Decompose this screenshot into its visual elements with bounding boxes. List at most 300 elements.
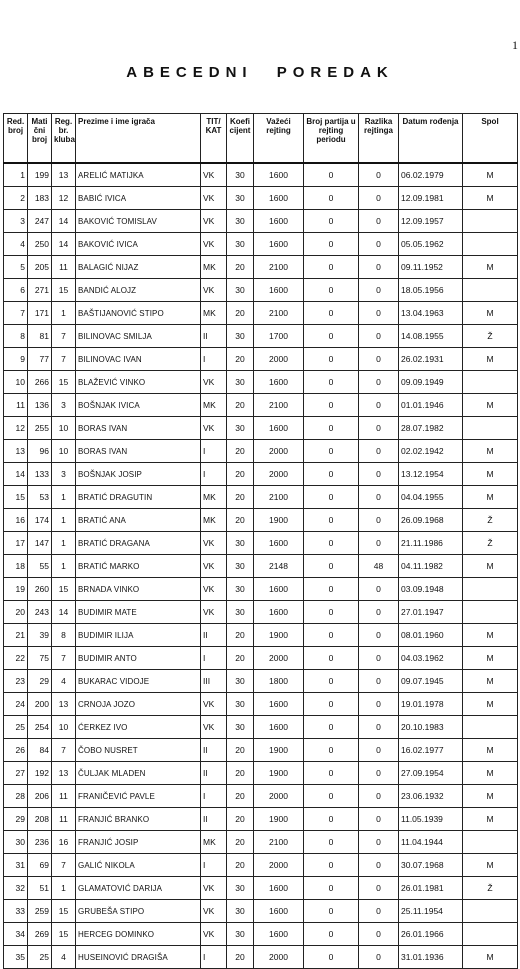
cell-reg-br-kluba: 1	[52, 302, 76, 325]
cell-player-name: HERCEG DOMINKO	[76, 923, 201, 946]
cell-player-name: GLAMATOVIĆ DARIJA	[76, 877, 201, 900]
table-row	[4, 716, 518, 739]
cell-reg-br-kluba: 10	[52, 716, 76, 739]
cell-red-broj: 18	[4, 555, 28, 578]
cell-rejting: 2000	[254, 946, 304, 969]
cell-red-broj: 31	[4, 854, 28, 877]
cell-reg-br-kluba: 15	[52, 371, 76, 394]
cell-datum: 13.12.1954	[399, 463, 463, 486]
table-row	[4, 808, 518, 831]
cell-rejting: 1700	[254, 325, 304, 348]
cell-tit-kat: II	[201, 762, 227, 785]
cell-datum: 18.05.1956	[399, 279, 463, 302]
cell-spol: M	[463, 394, 518, 417]
cell-broj-partija: 0	[304, 578, 359, 601]
cell-rejting: 1900	[254, 739, 304, 762]
cell-datum: 09.11.1952	[399, 256, 463, 279]
cell-rejting: 2100	[254, 394, 304, 417]
cell-spol	[463, 716, 518, 739]
cell-razlika: 0	[359, 463, 399, 486]
cell-player-name: BUDIMIR ILIJA	[76, 624, 201, 647]
cell-datum: 13.04.1963	[399, 302, 463, 325]
cell-broj-partija: 0	[304, 647, 359, 670]
cell-datum: 09.07.1945	[399, 670, 463, 693]
cell-razlika: 0	[359, 624, 399, 647]
cell-reg-br-kluba: 10	[52, 440, 76, 463]
header-maticni-broj: Mati čni broj	[28, 114, 52, 164]
cell-maticni-broj: 69	[28, 854, 52, 877]
cell-player-name: BILINOVAC IVAN	[76, 348, 201, 371]
header-reg-br-kluba: Reg. br. kluba	[52, 114, 76, 164]
cell-reg-br-kluba: 7	[52, 647, 76, 670]
cell-player-name: BOŠNJAK JOSIP	[76, 463, 201, 486]
cell-tit-kat: I	[201, 348, 227, 371]
table-row	[4, 371, 518, 394]
table-row	[4, 325, 518, 348]
cell-datum: 02.02.1942	[399, 440, 463, 463]
cell-player-name: ČULJAK MLADEN	[76, 762, 201, 785]
cell-tit-kat: II	[201, 624, 227, 647]
cell-red-broj: 2	[4, 187, 28, 210]
header-prezime-ime: Prezime i ime igrača	[76, 114, 201, 164]
cell-razlika: 0	[359, 647, 399, 670]
cell-rejting: 2000	[254, 463, 304, 486]
cell-reg-br-kluba: 7	[52, 854, 76, 877]
cell-koeficijent: 30	[227, 555, 254, 578]
cell-rejting: 2100	[254, 256, 304, 279]
cell-spol: Ž	[463, 877, 518, 900]
table-row	[4, 578, 518, 601]
cell-spol	[463, 601, 518, 624]
table-row	[4, 187, 518, 210]
cell-player-name: BUDIMIR MATE	[76, 601, 201, 624]
cell-red-broj: 8	[4, 325, 28, 348]
cell-rejting: 1600	[254, 877, 304, 900]
cell-rejting: 1600	[254, 578, 304, 601]
cell-datum: 11.05.1939	[399, 808, 463, 831]
cell-reg-br-kluba: 12	[52, 187, 76, 210]
cell-spol: M	[463, 440, 518, 463]
cell-tit-kat: I	[201, 785, 227, 808]
cell-broj-partija: 0	[304, 785, 359, 808]
cell-broj-partija: 0	[304, 440, 359, 463]
cell-broj-partija: 0	[304, 210, 359, 233]
cell-player-name: ČOBO NUSRET	[76, 739, 201, 762]
cell-spol: M	[463, 739, 518, 762]
cell-broj-partija: 0	[304, 187, 359, 210]
cell-maticni-broj: 39	[28, 624, 52, 647]
cell-maticni-broj: 53	[28, 486, 52, 509]
cell-broj-partija: 0	[304, 739, 359, 762]
table-row	[4, 348, 518, 371]
cell-datum: 20.10.1983	[399, 716, 463, 739]
cell-reg-br-kluba: 1	[52, 486, 76, 509]
cell-player-name: ĆERKEZ IVO	[76, 716, 201, 739]
cell-rejting: 2000	[254, 785, 304, 808]
cell-koeficijent: 20	[227, 463, 254, 486]
cell-red-broj: 29	[4, 808, 28, 831]
cell-player-name: CRNOJA JOZO	[76, 693, 201, 716]
cell-red-broj: 21	[4, 624, 28, 647]
cell-rejting: 2000	[254, 854, 304, 877]
cell-red-broj: 13	[4, 440, 28, 463]
cell-koeficijent: 30	[227, 601, 254, 624]
cell-red-broj: 5	[4, 256, 28, 279]
cell-razlika: 0	[359, 233, 399, 256]
cell-reg-br-kluba: 3	[52, 394, 76, 417]
cell-broj-partija: 0	[304, 532, 359, 555]
cell-datum: 27.01.1947	[399, 601, 463, 624]
cell-reg-br-kluba: 7	[52, 348, 76, 371]
table-row	[4, 163, 518, 187]
cell-red-broj: 20	[4, 601, 28, 624]
table-row	[4, 302, 518, 325]
cell-razlika: 0	[359, 163, 399, 187]
cell-spol: M	[463, 348, 518, 371]
cell-tit-kat: MK	[201, 831, 227, 854]
cell-broj-partija: 0	[304, 831, 359, 854]
cell-koeficijent: 20	[227, 785, 254, 808]
cell-spol: M	[463, 946, 518, 969]
cell-razlika: 0	[359, 877, 399, 900]
cell-red-broj: 11	[4, 394, 28, 417]
cell-player-name: HUSEINOVIĆ DRAGIŠA	[76, 946, 201, 969]
cell-rejting: 1900	[254, 509, 304, 532]
cell-player-name: FRANJIĆ JOSIP	[76, 831, 201, 854]
cell-rejting: 1600	[254, 532, 304, 555]
cell-datum: 31.01.1936	[399, 946, 463, 969]
cell-datum: 05.05.1962	[399, 233, 463, 256]
cell-spol: M	[463, 808, 518, 831]
cell-player-name: BAŠTIJANOVIĆ STIPO	[76, 302, 201, 325]
cell-broj-partija: 0	[304, 371, 359, 394]
cell-razlika: 0	[359, 831, 399, 854]
cell-koeficijent: 20	[227, 647, 254, 670]
cell-player-name: BALAGIĆ NIJAZ	[76, 256, 201, 279]
cell-red-broj: 17	[4, 532, 28, 555]
cell-maticni-broj: 236	[28, 831, 52, 854]
cell-red-broj: 22	[4, 647, 28, 670]
cell-maticni-broj: 200	[28, 693, 52, 716]
table-row	[4, 624, 518, 647]
cell-koeficijent: 20	[227, 486, 254, 509]
cell-razlika: 0	[359, 256, 399, 279]
table-row	[4, 555, 518, 578]
cell-koeficijent: 30	[227, 923, 254, 946]
table-row	[4, 693, 518, 716]
cell-reg-br-kluba: 7	[52, 739, 76, 762]
cell-reg-br-kluba: 15	[52, 578, 76, 601]
cell-broj-partija: 0	[304, 716, 359, 739]
cell-razlika: 48	[359, 555, 399, 578]
cell-razlika: 0	[359, 900, 399, 923]
cell-koeficijent: 20	[227, 624, 254, 647]
table-row	[4, 233, 518, 256]
cell-koeficijent: 30	[227, 233, 254, 256]
cell-broj-partija: 0	[304, 693, 359, 716]
cell-tit-kat: VK	[201, 601, 227, 624]
cell-datum: 21.11.1986	[399, 532, 463, 555]
cell-razlika: 0	[359, 440, 399, 463]
cell-broj-partija: 0	[304, 601, 359, 624]
cell-tit-kat: VK	[201, 210, 227, 233]
cell-player-name: GALIĆ NIKOLA	[76, 854, 201, 877]
cell-player-name: BRATIĆ DRAGUTIN	[76, 486, 201, 509]
cell-broj-partija: 0	[304, 877, 359, 900]
cell-rejting: 1600	[254, 163, 304, 187]
cell-datum: 12.09.1981	[399, 187, 463, 210]
cell-red-broj: 4	[4, 233, 28, 256]
cell-razlika: 0	[359, 486, 399, 509]
cell-datum: 26.01.1966	[399, 923, 463, 946]
header-razlika-rejtinga: Razlika rejtinga	[359, 114, 399, 164]
cell-maticni-broj: 259	[28, 900, 52, 923]
cell-reg-br-kluba: 16	[52, 831, 76, 854]
cell-spol	[463, 900, 518, 923]
cell-spol	[463, 578, 518, 601]
cell-koeficijent: 30	[227, 210, 254, 233]
cell-datum: 19.01.1978	[399, 693, 463, 716]
cell-koeficijent: 30	[227, 900, 254, 923]
cell-tit-kat: VK	[201, 923, 227, 946]
cell-spol	[463, 210, 518, 233]
cell-reg-br-kluba: 1	[52, 532, 76, 555]
cell-reg-br-kluba: 15	[52, 923, 76, 946]
cell-broj-partija: 0	[304, 762, 359, 785]
cell-razlika: 0	[359, 923, 399, 946]
cell-player-name: BRATIĆ ANA	[76, 509, 201, 532]
cell-rejting: 2148	[254, 555, 304, 578]
cell-spol: M	[463, 187, 518, 210]
table-row	[4, 831, 518, 854]
cell-broj-partija: 0	[304, 302, 359, 325]
cell-rejting: 1600	[254, 601, 304, 624]
cell-rejting: 2100	[254, 831, 304, 854]
cell-reg-br-kluba: 1	[52, 555, 76, 578]
cell-reg-br-kluba: 11	[52, 785, 76, 808]
cell-maticni-broj: 254	[28, 716, 52, 739]
cell-player-name: BILINOVAC SMILJA	[76, 325, 201, 348]
cell-rejting: 1600	[254, 693, 304, 716]
cell-maticni-broj: 29	[28, 670, 52, 693]
cell-tit-kat: II	[201, 739, 227, 762]
cell-reg-br-kluba: 11	[52, 808, 76, 831]
cell-spol: M	[463, 647, 518, 670]
cell-spol	[463, 371, 518, 394]
cell-broj-partija: 0	[304, 394, 359, 417]
cell-reg-br-kluba: 1	[52, 877, 76, 900]
cell-red-broj: 23	[4, 670, 28, 693]
cell-red-broj: 6	[4, 279, 28, 302]
cell-maticni-broj: 81	[28, 325, 52, 348]
cell-spol: Ž	[463, 325, 518, 348]
table-row	[4, 601, 518, 624]
cell-maticni-broj: 255	[28, 417, 52, 440]
header-broj-partija: Broj partija u rejting periodu	[304, 114, 359, 164]
cell-koeficijent: 20	[227, 762, 254, 785]
cell-maticni-broj: 247	[28, 210, 52, 233]
cell-red-broj: 34	[4, 923, 28, 946]
table-row	[4, 785, 518, 808]
cell-koeficijent: 20	[227, 256, 254, 279]
cell-red-broj: 32	[4, 877, 28, 900]
cell-maticni-broj: 136	[28, 394, 52, 417]
cell-player-name: BUKARAC VIDOJE	[76, 670, 201, 693]
table-row	[4, 463, 518, 486]
cell-razlika: 0	[359, 578, 399, 601]
cell-broj-partija: 0	[304, 946, 359, 969]
cell-koeficijent: 30	[227, 187, 254, 210]
cell-spol: M	[463, 163, 518, 187]
cell-koeficijent: 30	[227, 417, 254, 440]
cell-reg-br-kluba: 10	[52, 417, 76, 440]
cell-koeficijent: 20	[227, 739, 254, 762]
cell-tit-kat: VK	[201, 900, 227, 923]
cell-maticni-broj: 192	[28, 762, 52, 785]
cell-tit-kat: MK	[201, 394, 227, 417]
cell-razlika: 0	[359, 601, 399, 624]
cell-reg-br-kluba: 4	[52, 670, 76, 693]
cell-rejting: 2100	[254, 302, 304, 325]
cell-koeficijent: 20	[227, 302, 254, 325]
table-row	[4, 486, 518, 509]
cell-tit-kat: VK	[201, 233, 227, 256]
cell-reg-br-kluba: 13	[52, 163, 76, 187]
cell-razlika: 0	[359, 808, 399, 831]
table-row	[4, 923, 518, 946]
cell-razlika: 0	[359, 187, 399, 210]
cell-maticni-broj: 75	[28, 647, 52, 670]
cell-player-name: BABIĆ IVICA	[76, 187, 201, 210]
cell-koeficijent: 20	[227, 946, 254, 969]
cell-red-broj: 28	[4, 785, 28, 808]
cell-maticni-broj: 171	[28, 302, 52, 325]
cell-rejting: 1900	[254, 624, 304, 647]
cell-player-name: BOŠNJAK IVICA	[76, 394, 201, 417]
cell-player-name: BAKOVIĆ TOMISLAV	[76, 210, 201, 233]
cell-datum: 28.07.1982	[399, 417, 463, 440]
cell-reg-br-kluba: 13	[52, 762, 76, 785]
cell-player-name: FRANJIĆ BRANKO	[76, 808, 201, 831]
cell-rejting: 2000	[254, 440, 304, 463]
table-header-row	[4, 114, 518, 164]
cell-datum: 14.08.1955	[399, 325, 463, 348]
header-koeficijent: Koefi cijent	[227, 114, 254, 164]
header-tit-kat: TIT/ KAT	[201, 114, 227, 164]
cell-spol: M	[463, 670, 518, 693]
cell-red-broj: 30	[4, 831, 28, 854]
cell-reg-br-kluba: 3	[52, 463, 76, 486]
cell-red-broj: 33	[4, 900, 28, 923]
cell-rejting: 2100	[254, 486, 304, 509]
cell-tit-kat: I	[201, 440, 227, 463]
cell-rejting: 1800	[254, 670, 304, 693]
cell-rejting: 1900	[254, 808, 304, 831]
cell-maticni-broj: 84	[28, 739, 52, 762]
cell-maticni-broj: 250	[28, 233, 52, 256]
cell-rejting: 1600	[254, 210, 304, 233]
cell-koeficijent: 30	[227, 532, 254, 555]
cell-red-broj: 10	[4, 371, 28, 394]
cell-razlika: 0	[359, 509, 399, 532]
cell-spol	[463, 233, 518, 256]
cell-koeficijent: 20	[227, 509, 254, 532]
cell-razlika: 0	[359, 693, 399, 716]
cell-tit-kat: VK	[201, 163, 227, 187]
cell-tit-kat: VK	[201, 279, 227, 302]
cell-player-name: BRATIĆ DRAGANA	[76, 532, 201, 555]
cell-maticni-broj: 77	[28, 348, 52, 371]
cell-player-name: ARELIĆ MATIJKA	[76, 163, 201, 187]
page-number: 1	[512, 38, 518, 52]
cell-datum: 06.02.1979	[399, 163, 463, 187]
cell-tit-kat: VK	[201, 877, 227, 900]
table-row	[4, 670, 518, 693]
cell-tit-kat: MK	[201, 256, 227, 279]
header-datum-rodenja: Datum rođenja	[399, 114, 463, 164]
cell-broj-partija: 0	[304, 325, 359, 348]
cell-spol: Ž	[463, 532, 518, 555]
cell-rejting: 1600	[254, 716, 304, 739]
cell-broj-partija: 0	[304, 348, 359, 371]
table-row	[4, 417, 518, 440]
cell-tit-kat: VK	[201, 417, 227, 440]
cell-player-name: BRATIĆ MARKO	[76, 555, 201, 578]
cell-razlika: 0	[359, 394, 399, 417]
cell-koeficijent: 30	[227, 371, 254, 394]
cell-reg-br-kluba: 14	[52, 601, 76, 624]
cell-maticni-broj: 260	[28, 578, 52, 601]
cell-player-name: BUDIMIR ANTO	[76, 647, 201, 670]
cell-broj-partija: 0	[304, 417, 359, 440]
cell-rejting: 1600	[254, 233, 304, 256]
cell-red-broj: 27	[4, 762, 28, 785]
cell-broj-partija: 0	[304, 233, 359, 256]
cell-broj-partija: 0	[304, 923, 359, 946]
cell-maticni-broj: 269	[28, 923, 52, 946]
table-row	[4, 854, 518, 877]
header-red-broj: Red. broj	[4, 114, 28, 164]
cell-broj-partija: 0	[304, 808, 359, 831]
cell-maticni-broj: 133	[28, 463, 52, 486]
table-row	[4, 877, 518, 900]
cell-red-broj: 12	[4, 417, 28, 440]
cell-koeficijent: 30	[227, 716, 254, 739]
cell-razlika: 0	[359, 417, 399, 440]
cell-reg-br-kluba: 1	[52, 509, 76, 532]
cell-razlika: 0	[359, 946, 399, 969]
cell-koeficijent: 20	[227, 348, 254, 371]
cell-tit-kat: VK	[201, 716, 227, 739]
header-spol: Spol	[463, 114, 518, 164]
cell-datum: 01.01.1946	[399, 394, 463, 417]
table-row	[4, 762, 518, 785]
table-row	[4, 440, 518, 463]
cell-maticni-broj: 271	[28, 279, 52, 302]
cell-datum: 04.04.1955	[399, 486, 463, 509]
cell-spol	[463, 831, 518, 854]
table-row	[4, 210, 518, 233]
cell-maticni-broj: 174	[28, 509, 52, 532]
cell-player-name: BORAS IVAN	[76, 417, 201, 440]
cell-spol: M	[463, 693, 518, 716]
cell-red-broj: 9	[4, 348, 28, 371]
cell-datum: 26.01.1981	[399, 877, 463, 900]
cell-red-broj: 24	[4, 693, 28, 716]
cell-spol: M	[463, 555, 518, 578]
cell-koeficijent: 20	[227, 394, 254, 417]
cell-red-broj: 14	[4, 463, 28, 486]
